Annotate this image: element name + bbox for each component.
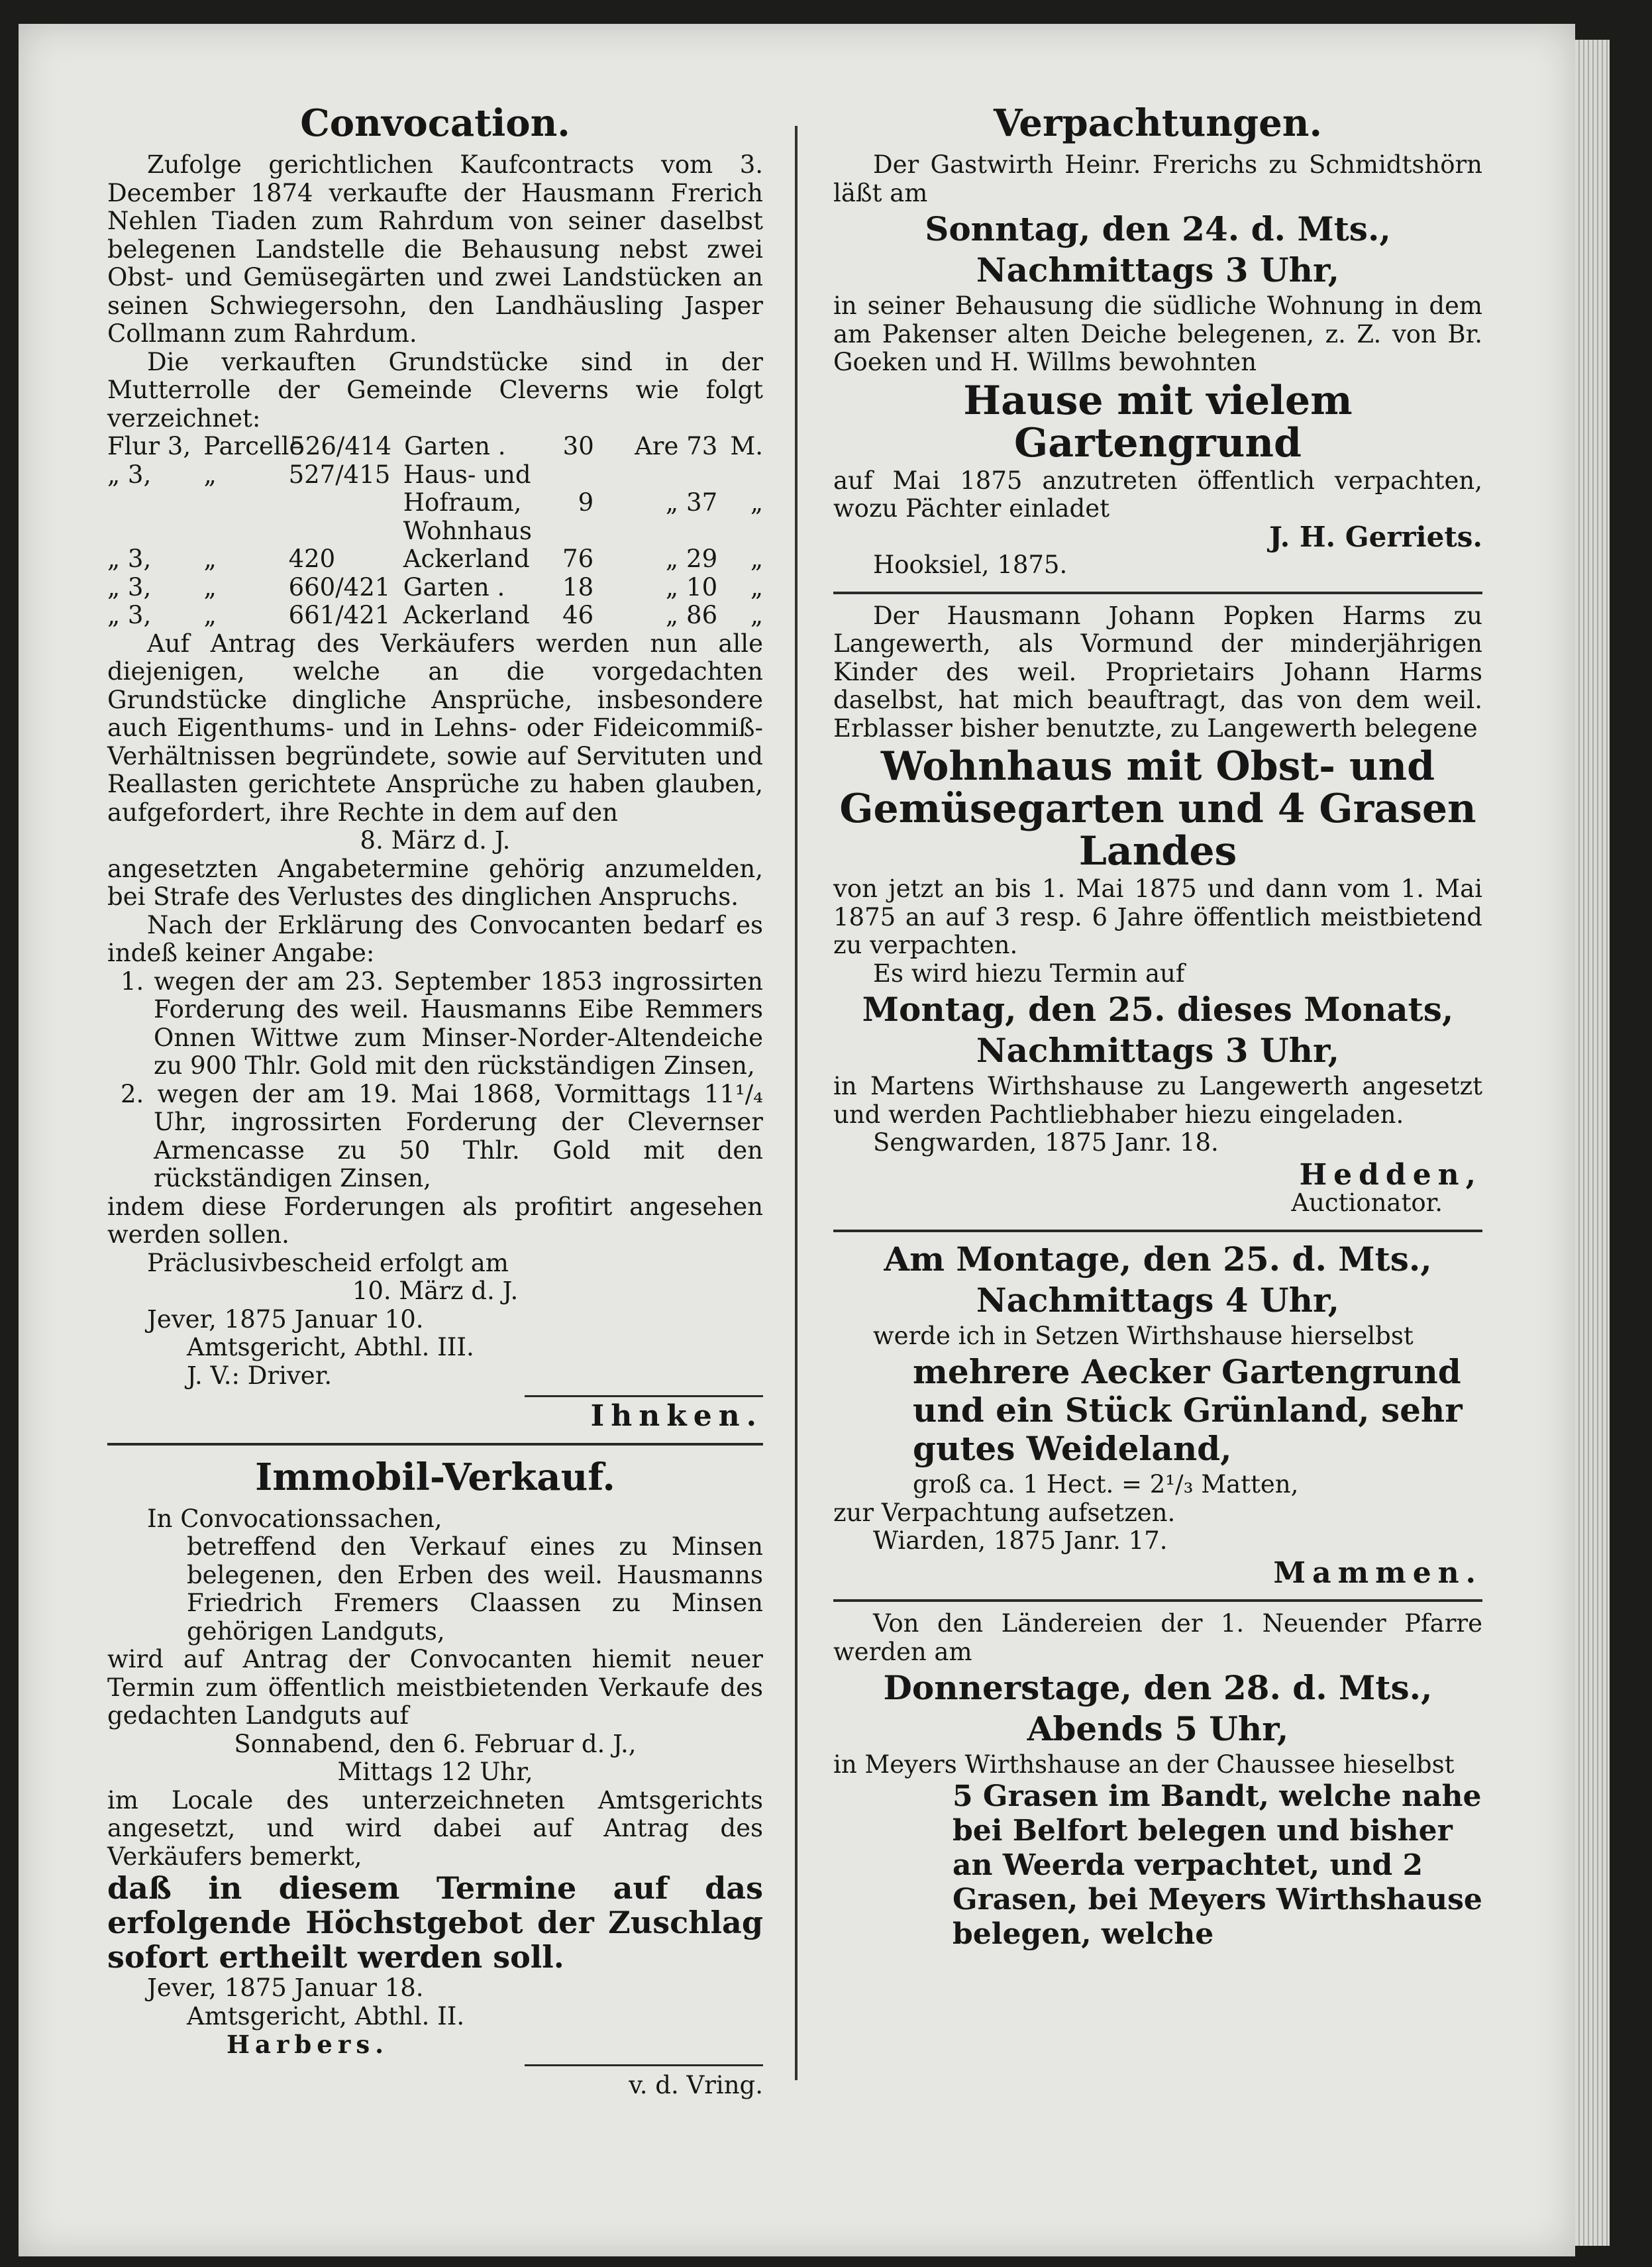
immobil-signature: v. d. Vring.: [629, 2070, 763, 2099]
verpacht-p3: auf Mai 1875 anzutreten öffentlich verpachten, wozu Pächter einladet: [833, 466, 1482, 523]
verpacht-date: Sonntag, den 24. d. Mts.,: [925, 209, 1391, 248]
signature-rule: [525, 1395, 763, 1397]
parcel-row: [107, 545, 763, 574]
ad-separator-2: [833, 592, 1482, 594]
parcel-cell-ar: [542, 461, 594, 490]
parcel-cell-id: 661/421: [288, 601, 391, 629]
verpacht-name: J. H. Gerriets.: [1269, 520, 1482, 553]
convocation-signature: Ihnken.: [590, 1399, 763, 1433]
parcel-cell-flur: „ 3,: [107, 601, 152, 629]
harms-p2: von jetzt an bis 1. Mai 1875 und dann vom 1. Mai 1875 an auf 3 resp. 6 Jahre öffentlich meistbietend zu verpachten.: [833, 874, 1482, 959]
parcel-cell-flur: Flur 3,: [107, 432, 191, 460]
parcel-cell-m: [678, 461, 717, 490]
neuende-date: Donnerstage, den 28. d. Mts.,: [883, 1668, 1433, 1707]
parcel-cell-flur: „ 3,: [107, 545, 152, 573]
harms-date: Montag, den 25. dieses Monats,: [862, 990, 1454, 1029]
parcel-cell-pl: „: [203, 545, 217, 573]
parcel-cell-id: 526/414: [289, 432, 392, 460]
parcel-cell-au: „: [665, 488, 679, 517]
parcel-cell-pl: „: [203, 601, 217, 629]
parcel-cell-kind: Ackerland: [403, 545, 530, 573]
convocation-date2: 10. März d. J.: [352, 1277, 519, 1305]
harms-p4: in Martens Wirthshause zu Langewerth angesetzt und werden Pachtliebhaber hiezu eingeladen.: [833, 1072, 1482, 1129]
page-edges: [1575, 40, 1610, 2246]
immobil-name: Harbers.: [227, 2030, 389, 2059]
left-column: [107, 99, 763, 2099]
immobil-p2: betreffend den Verkauf eines zu Minsen belegenen, den Erben des weil. Hausmanns Friedrich Fremers Claassen zu Minsen gehörigen Landguts,: [187, 1532, 763, 1646]
wiarden-big: mehrere Aecker Gartengrund und ein Stück Grünland, sehr gutes Weideland,: [913, 1352, 1463, 1468]
parcel-row: [107, 461, 763, 490]
immobil-p4: im Locale des unterzeichneten Amtsgerichts angesetzt, und wird dabei auf Antrag des Verkäufers bemerkt,: [107, 1785, 763, 1871]
immobil-bold: daß in diesem Termine auf das erfolgende Höchstgebot der Zuschlag sofort ertheilt werden soll.: [107, 1870, 763, 1975]
parcel-cell-kind: Wohnhaus: [403, 516, 532, 545]
column-divider: [795, 126, 798, 2080]
convocation-title: Convocation.: [300, 101, 570, 145]
parcel-cell-ar: [542, 517, 594, 546]
parcel-cell-pl: Parcelle: [203, 432, 304, 460]
immobil-court: Amtsgericht, Abthl. II.: [187, 2001, 465, 2030]
parcel-cell-id: 527/415: [288, 460, 391, 489]
parcel-cell-m: 10: [686, 572, 718, 602]
parcel-cell-ar: 46: [562, 601, 594, 629]
parcel-cell-kind: Garten .: [404, 432, 506, 460]
parcel-cell-id: 660/421: [288, 572, 391, 602]
neuende-p2: in Meyers Wirthshause an der Chaussee hieselbst: [833, 1750, 1455, 1779]
parcel-cell-pl: „: [203, 572, 217, 602]
verpacht-title: Verpachtungen.: [994, 101, 1322, 145]
convocation-p6: indem diese Forderungen als profitirt angesehen werden sollen.: [107, 1192, 763, 1249]
immobil-time: Mittags 12 Uhr,: [337, 1758, 533, 1786]
parcel-cell-m: 86: [686, 601, 718, 629]
parcel-cell-id: 420: [288, 545, 336, 573]
convocation-p1: Zufolge gerichtlichen Kaufcontracts vom 3. December 1874 verkaufte der Hausmann Frerich Nehlen Tiaden zum Rahrdum von seiner daselbst belegenen Landstelle die Behausung nebst zwei Obst- und Gemüsegärten und zwei Landstücken an seinen Schwiegersohn, den Landhäusling Jasper Collmann zum Rahrdum.: [107, 150, 763, 348]
parcel-cell-pl: „: [203, 460, 217, 489]
verpacht-p2: in seiner Behausung die südliche Wohnung in dem am Pakenser alten Deiche belegenen, z. Z. von Br. Goeken und H. Willms bewohnten: [833, 291, 1482, 376]
convocation-date1: 8. März d. J.: [360, 826, 511, 855]
parcel-cell-kind: Haus- und: [403, 460, 531, 489]
parcel-cell-flur: [107, 517, 204, 546]
parcel-cell-m: [678, 517, 717, 546]
ad-separator-3: [833, 1230, 1482, 1232]
parcel-cell-mu: „: [750, 545, 764, 573]
parcel-table: [107, 433, 763, 630]
parcel-cell-mu: M.: [730, 432, 763, 460]
harms-place: Sengwarden, 1875 Janr. 18.: [873, 1128, 1219, 1157]
neuende-big: 5 Grasen im Bandt, welche nahe bei Belfort belegen und bisher an Weerda verpachtet, und 2 Grasen, bei Meyers Wirthshause belegen, welche: [953, 1779, 1482, 1951]
wiarden-notice: [833, 1240, 1482, 1588]
parcel-cell-flur: „ 3,: [107, 572, 152, 602]
parcel-cell-mu: „: [750, 488, 764, 517]
parcel-row: [107, 489, 763, 517]
parcel-row: [107, 433, 763, 461]
harms-big: Wohnhaus mit Obst- und Gemüsegarten und 4 Grasen Landes: [839, 743, 1476, 874]
parcel-cell-ar: 18: [562, 572, 594, 602]
parcel-row: [107, 602, 763, 630]
convocation-p5: Nach der Erklärung des Convocanten bedarf es indeß keiner Angabe:: [107, 910, 763, 967]
parcel-cell-kind: Hofraum,: [403, 488, 522, 517]
harms-name: Hedden,: [1299, 1157, 1482, 1192]
convocation-p7: Präclusivbescheid erfolgt am: [147, 1248, 509, 1277]
parcel-cell-au: [594, 517, 678, 546]
convocation-court: Amtsgericht, Abthl. III.: [187, 1333, 474, 1361]
parcel-row: [107, 574, 763, 602]
convocation-place: Jever, 1875 Januar 10.: [147, 1304, 424, 1334]
convocation-p3: Auf Antrag des Verkäufers werden nun alle diejenigen, welche an die vorgedachten Grundstücke dingliche Ansprüche, insbesondere auch Eigenthums- und in Lehns- oder Fideicommiß-Verhältnissen begründete, sowie auf Servituten und Reallasten gerichtete Ansprüche zu haben glauben, aufgefordert, ihre Rechte in dem auf den: [107, 629, 763, 827]
verpacht-big: Hause mit vielem Gartengrund: [963, 377, 1353, 466]
wiarden-p3: zur Verpachtung aufsetzen.: [833, 1498, 1176, 1527]
wiarden-name: Mammen.: [1273, 1555, 1482, 1590]
wiarden-place: Wiarden, 1875 Janr. 17.: [873, 1526, 1168, 1555]
parcel-cell-pl: [204, 489, 289, 517]
harms-role: Auctionator.: [1291, 1188, 1443, 1217]
ad-separator: [107, 1443, 763, 1446]
verpacht-time: Nachmittags 3 Uhr,: [976, 250, 1340, 290]
convocation-p2: Die verkauften Grundstücke sind in der Mutterrolle der Gemeinde Cleverns wie folgt verzeichnet:: [107, 347, 763, 433]
parcel-cell-ar: 76: [562, 545, 594, 573]
immobil-notice: [107, 1453, 763, 2100]
wiarden-p2: groß ca. 1 Hect. = 2¹/₃ Matten,: [913, 1470, 1299, 1499]
harms-time: Nachmittags 3 Uhr,: [976, 1031, 1340, 1070]
verpacht-place: Hooksiel, 1875.: [873, 551, 1068, 579]
parcel-cell-kind: Ackerland: [403, 601, 530, 629]
parcel-cell-ar: 30: [562, 432, 594, 460]
harms-notice: [833, 602, 1482, 1218]
parcel-cell-kind: Garten .: [403, 572, 505, 602]
immobil-date: Sonnabend, den 6. Februar d. J.,: [234, 1729, 637, 1758]
parcel-cell-m: 73: [686, 432, 718, 460]
neuende-notice: [833, 1610, 1482, 1952]
parcel-cell-au: [594, 461, 678, 490]
parcel-cell-mu: [717, 461, 763, 490]
convocation-iv: J. V.: Driver.: [187, 1361, 333, 1390]
harms-p3: Es wird hiezu Termin auf: [873, 959, 1185, 988]
parcel-cell-mu: [717, 517, 763, 546]
parcel-cell-m: 37: [686, 488, 718, 517]
parcel-cell-au: „: [665, 572, 679, 602]
verpacht-notice: [833, 99, 1482, 580]
parcel-cell-ar: 9: [578, 488, 594, 517]
parcel-cell-pl: [204, 517, 289, 546]
parcel-cell-mu: „: [750, 572, 764, 602]
convocation-p4: angesetzten Angabetermine gehörig anzumelden, bei Strafe des Verlustes des dinglichen Anspruchs.: [107, 854, 763, 911]
convocation-notice: [107, 99, 763, 1431]
parcel-cell-au: „: [665, 545, 679, 573]
parcel-cell-flur: „ 3,: [107, 460, 152, 489]
verpacht-p1: Der Gastwirth Heinr. Frerichs zu Schmidtshörn läßt am: [833, 150, 1482, 207]
parcel-cell-mu: „: [750, 601, 764, 629]
neuende-p1: Von den Ländereien der 1. Neuender Pfarre werden am: [833, 1609, 1482, 1666]
right-column: [833, 99, 1482, 1952]
signature-rule-2: [525, 2064, 763, 2066]
harms-p1: Der Hausmann Johann Popken Harms zu Langewerth, als Vormund der minderjährigen Kinder des weil. Proprietairs Johann Harms daselbst, hat mich beauftragt, das von dem weil. Erblasser bisher benutzte, zu Langewerth belegene: [833, 601, 1482, 743]
immobil-p1: In Convocationssachen,: [147, 1504, 442, 1533]
convocation-item1: 1. wegen der am 23. September 1853 ingrossirten Forderung des weil. Hausmanns Eibe Remmers Onnen Wittwe zum Minser-Norder-Altendeiche zu 900 Thlr. Gold mit den rückständigen Zinsen,: [121, 967, 763, 1080]
immobil-title: Immobil-Verkauf.: [255, 1455, 615, 1499]
parcel-cell-au: Are: [635, 432, 679, 460]
convocation-item2: 2. wegen der am 19. Mai 1868, Vormittags 11¹/₄ Uhr, ingrossirten Forderung der Clevernser Armencasse zu 50 Thlr. Gold mit den rückständigen Zinsen,: [121, 1079, 763, 1192]
parcel-row: [107, 517, 763, 546]
immobil-p3: wird auf Antrag der Convocanten hiemit neuer Termin zum öffentlich meistbietenden Verkaufe des gedachten Landguts auf: [107, 1645, 763, 1730]
parcel-cell-flur: [107, 489, 204, 517]
immobil-place: Jever, 1875 Januar 18.: [147, 1974, 424, 2002]
parcel-cell-m: 29: [686, 545, 718, 573]
parcel-cell-id: [289, 517, 403, 546]
neuende-time: Abends 5 Uhr,: [1027, 1709, 1289, 1748]
wiarden-date: Am Montage, den 25. d. Mts.,: [884, 1239, 1432, 1279]
parcel-cell-id: [289, 489, 403, 517]
ad-separator-4: [833, 1599, 1482, 1602]
parcel-cell-au: „: [665, 601, 679, 629]
wiarden-time: Nachmittags 4 Uhr,: [976, 1280, 1340, 1320]
wiarden-p1: werde ich in Setzen Wirthshause hierselbst: [873, 1321, 1414, 1350]
